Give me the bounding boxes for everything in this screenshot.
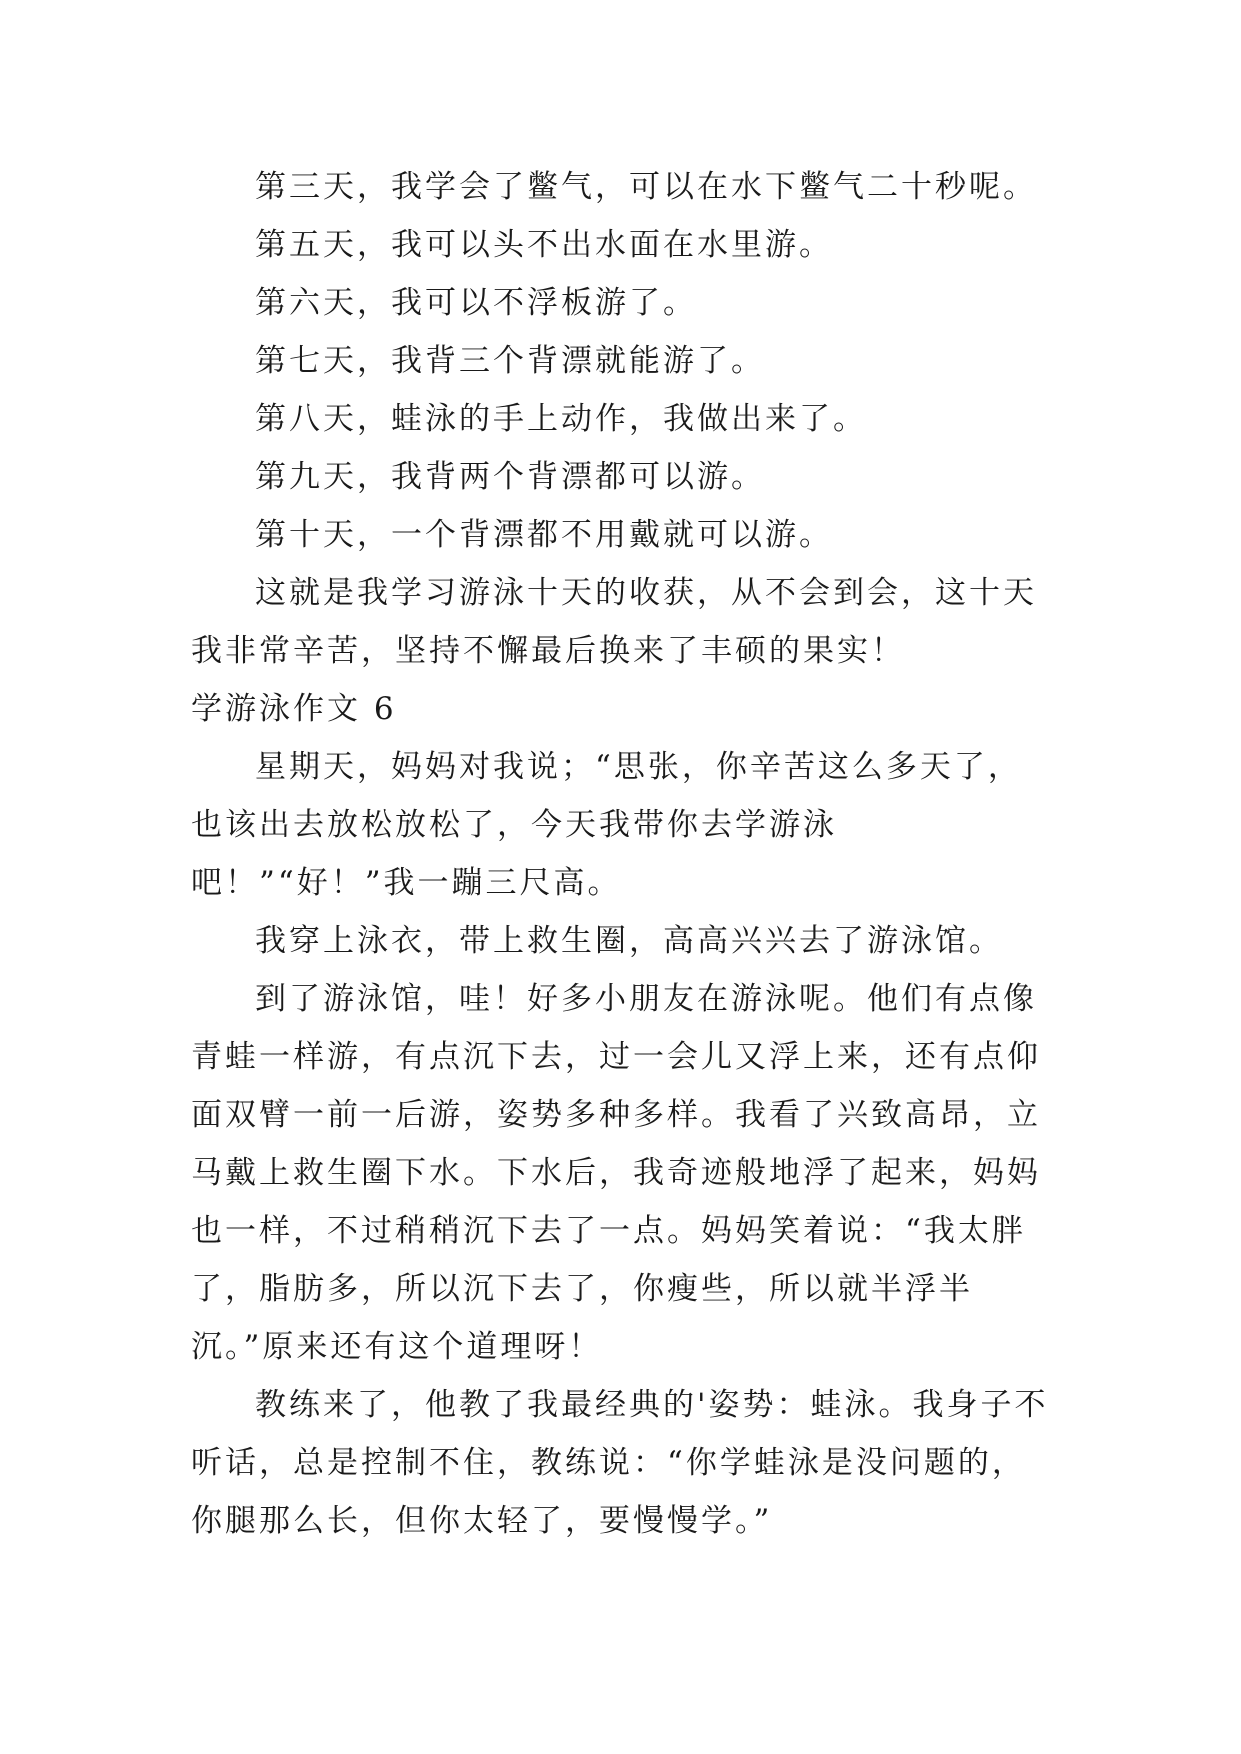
paragraph-summary: 这就是我学习游泳十天的收获，从不会到会，这十天我非常辛苦，坚持不懈最后换来了丰硕的果实！ bbox=[191, 575, 1037, 669]
paragraph-day-8: 第八天，蛙泳的手上动作，我做出来了。 bbox=[255, 401, 867, 437]
paragraph-day-5: 第五天，我可以头不出水面在水里游。 bbox=[255, 227, 833, 263]
paragraph-swimsuit: 我穿上泳衣，带上救生圈，高高兴兴去了游泳馆。 bbox=[255, 923, 1003, 959]
paragraph-day-9: 第九天，我背两个背漂都可以游。 bbox=[255, 459, 765, 495]
paragraph-day-7: 第七天，我背三个背漂就能游了。 bbox=[255, 343, 765, 379]
paragraph-coach: 教练来了，他教了我最经典的'姿势：蛙泳。我身子不听话，总是控制不住，教练说：“你学蛙泳是没问题的，你腿那么长，但你太轻了，要慢慢学。” bbox=[191, 1387, 1049, 1539]
paragraph-pool: 到了游泳馆，哇！好多小朋友在游泳呢。他们有点像青蛙一样游，有点沉下去，过一会儿又浮上来，还有点仰面双臂一前一后游，姿势多种多样。我看了兴致高昂，立马戴上救生圈下水。下水后，我奇迹般地浮了起来，妈妈也一样，不过稍稍沉下去了一点。妈妈笑着说：“我太胖了，脂肪多，所以沉下去了，你瘦些，所以就半浮半沉。”原来还有这个道理呀！ bbox=[191, 981, 1041, 1365]
document-body bbox=[191, 158, 1051, 1550]
section-heading: 学游泳作文 6 bbox=[191, 691, 397, 727]
paragraph-day-10: 第十天，一个背漂都不用戴就可以游。 bbox=[255, 517, 833, 553]
paragraph-day-3: 第三天，我学会了鳖气，可以在水下鳖气二十秒呢。 bbox=[255, 169, 1037, 205]
paragraph-day-6: 第六天，我可以不浮板游了。 bbox=[255, 285, 697, 321]
paragraph-sunday: 星期天，妈妈对我说；“思张，你辛苦这么多天了，也该出去放松放松了，今天我带你去学游泳吧！”“好！”我一蹦三尺高。 bbox=[191, 749, 1022, 901]
